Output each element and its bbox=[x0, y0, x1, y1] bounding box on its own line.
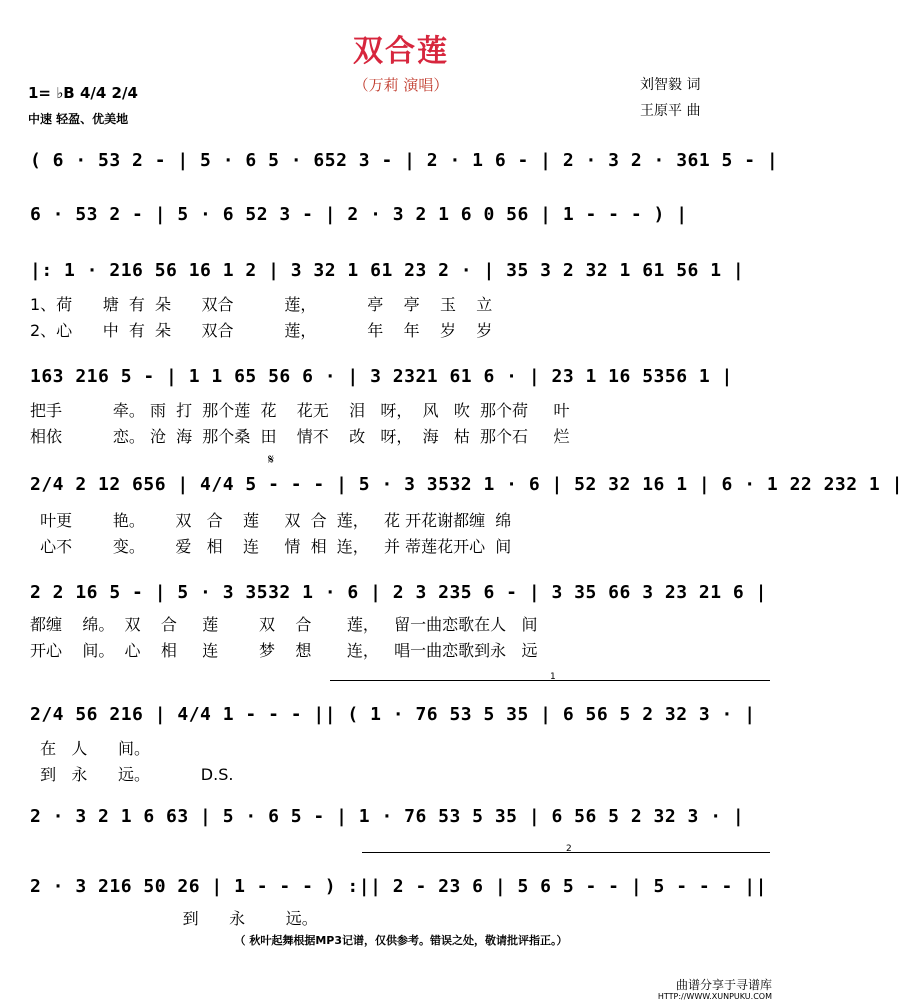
lyric-line-6-verse-1: 都缠 绵。 双 合 莲 双 合 莲， 留一曲恋歌在人 间 bbox=[30, 615, 538, 634]
score-line-2: 6 · 53 2 - | 5 · 6 52 3 - | 2 · 3 2 1 6 0 56 | 1 - - - ) | bbox=[30, 204, 688, 225]
score-line-5: 2/4 2 12 656 | 4/4 5 - - - | 5 · 3 3532 1 · 6 | 52 32 16 1 | 6 · 1 22 232 1 | bbox=[30, 474, 903, 495]
lyric-line-3-verse-2: 2、心 中 有 朵 双合 莲， 年 年 岁 岁 bbox=[30, 321, 493, 340]
score-line-1: ( 6 · 53 2 - | 5 · 6 5 · 652 3 - | 2 · 1 6 - | 2 · 3 2 · 361 5 - | bbox=[30, 150, 779, 171]
lyric-line-7-verse-1: 在 人 间。 bbox=[30, 739, 150, 758]
score-line-3: |: 1 · 216 56 16 1 2 | 3 32 1 61 23 2 · | 35 3 2 32 1 61 56 1 | bbox=[30, 260, 745, 281]
lyric-line-4-verse-1: 把手 牵。 雨 打 那个莲 花 花无 泪 呀， 风 吹 那个荷 叶 bbox=[30, 401, 570, 420]
score-line-8: 2 · 3 2 1 6 63 | 5 · 6 5 - | 1 · 76 53 5 35 | 6 56 5 2 32 3 · | bbox=[30, 806, 745, 827]
page-title: 双合莲 bbox=[353, 34, 449, 69]
key-signature: 1= ♭B 4/4 2/4 bbox=[28, 84, 138, 102]
tempo-marking: 中速 轻盈、优美地 bbox=[28, 112, 129, 126]
volta-1-label: 1 bbox=[550, 672, 556, 682]
site-brand: 曲谱分享于寻谱库 bbox=[675, 978, 772, 992]
volta-2-bracket bbox=[362, 844, 770, 861]
lyric-line-3-verse-1: 1、荷 塘 有 朵 双合 莲， 亭 亭 玉 立 bbox=[30, 295, 493, 314]
lyric-line-5-verse-1: 叶更 艳。 双 合 莲 双 合 莲， 花 开花谢都缠 绵 bbox=[30, 511, 512, 530]
score-line-6: 2 2 16 5 - | 5 · 3 3532 1 · 6 | 2 3 235 6 - | 3 35 66 3 23 21 6 | bbox=[30, 582, 767, 603]
lyric-line-7-verse-2: 到 永 远。 D.S. bbox=[30, 765, 234, 784]
lyric-line-5-verse-2: 心不 变。 爱 相 连 情 相 连， 并 蒂莲花开心 间 bbox=[30, 537, 512, 556]
singer-subtitle: （万莉 演唱） bbox=[353, 76, 449, 94]
lyricist-credit: 刘智毅 词 bbox=[640, 77, 701, 93]
score-line-4: 163 216 5 - | 1 1 65 56 6 · | 3 2321 61 6 · | 23 1 16 5356 1 | bbox=[30, 366, 733, 387]
segno-sign: 𝄋 bbox=[268, 452, 275, 468]
lyric-line-6-verse-2: 开心 间。 心 相 连 梦 想 连， 唱一曲恋歌到永 远 bbox=[30, 641, 538, 660]
lyric-line-9-verse-1: 到 永 远。 bbox=[30, 909, 318, 928]
site-url: HTTP://WWW.XUNPUKU.COM bbox=[657, 992, 772, 1001]
transcription-note: （ 秋叶起舞根据MP3记谱，仅供参考。错误之处，敬请批评指正。） bbox=[234, 934, 568, 947]
lyric-line-4-verse-2: 相依 恋。 沧 海 那个桑 田 情不 改 呀， 海 枯 那个石 烂 bbox=[30, 427, 570, 446]
score-line-7: 2/4 56 216 | 4/4 1 - - - || ( 1 · 76 53 5 35 | 6 56 5 2 32 3 · | bbox=[30, 704, 756, 725]
composer-credit: 王原平 曲 bbox=[640, 103, 701, 119]
volta-1-bracket bbox=[330, 672, 770, 689]
score-line-9: 2 · 3 216 50 26 | 1 - - - ) :|| 2 - 23 6 | 5 6 5 - - | 5 - - - || bbox=[30, 876, 767, 897]
volta-2-label: 2 bbox=[566, 844, 572, 854]
